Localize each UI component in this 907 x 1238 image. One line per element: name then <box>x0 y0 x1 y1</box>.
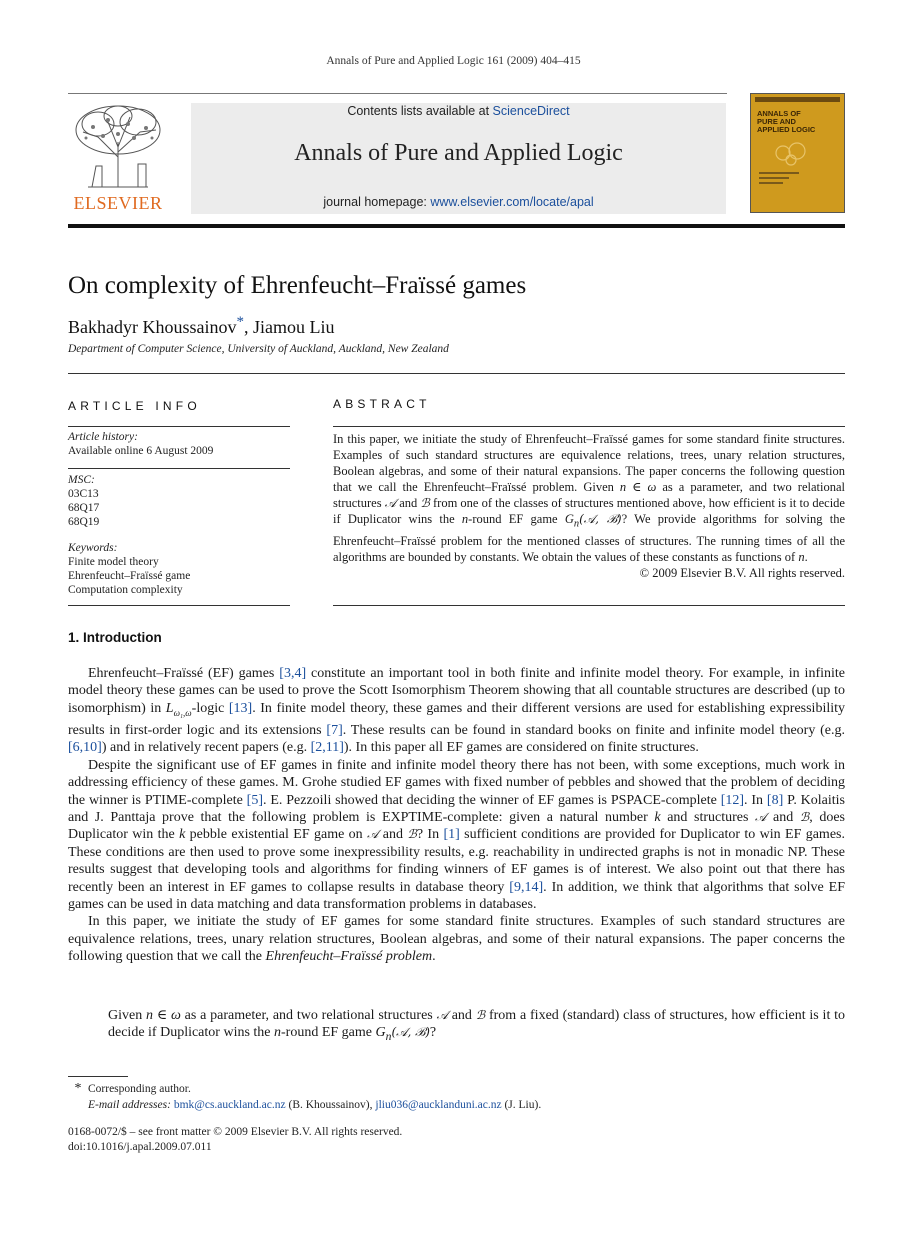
citation-link[interactable]: [1] <box>443 827 460 843</box>
citation-link[interactable]: [5] <box>246 792 263 808</box>
math-L: L <box>165 700 174 716</box>
footnote-mark: * <box>74 1081 82 1096</box>
math-k: k <box>654 810 661 826</box>
keywords-label: Keywords: <box>68 542 118 554</box>
author-name: Jiamou Liu <box>252 317 335 337</box>
math-A: 𝒜 <box>755 810 767 825</box>
cover-top-band <box>755 97 840 102</box>
math-B: ℬ <box>799 810 810 825</box>
math-L-subscript: ω₁,ω <box>173 707 192 718</box>
article-history <box>68 430 213 458</box>
math-B: ℬ <box>420 496 430 510</box>
affiliation: Department of Computer Science, University of Auckland, Auckland, New Zealand <box>68 343 449 355</box>
elsevier-logo[interactable] <box>68 102 168 214</box>
math-n-in-omega: n ∈ ω <box>146 1008 181 1023</box>
journal-header-box <box>191 103 726 214</box>
journal-homepage-link[interactable]: www.elsevier.com/locate/apal <box>430 195 594 209</box>
math-G: G <box>564 512 574 526</box>
paragraph: In this paper, we initiate the study of EF games for some standard finite structures. Examples of such standard structures are equivalence relations, trees, unary relation structures, Boolean algebras, and some of their natural expansions. The paper concerns the following question that we call the Ehrenfeucht–Fraïssé problem. <box>68 914 845 965</box>
email-link[interactable]: bmk@cs.auckland.ac.nz <box>173 1099 286 1111</box>
footnote-corresponding: * Corresponding author. <box>68 1081 191 1097</box>
header-rule <box>68 93 727 94</box>
abstract-heading: ABSTRACT <box>333 397 431 411</box>
math-B: ℬ <box>407 827 417 842</box>
math-n: n <box>274 1025 282 1041</box>
msc-block <box>68 473 99 529</box>
info-rule <box>68 468 290 469</box>
keywords-block <box>68 541 190 597</box>
header-thick-rule <box>68 224 845 228</box>
math-k: k <box>179 827 186 843</box>
msc-code: 68Q17 <box>68 502 100 514</box>
citation-link[interactable]: [7] <box>326 723 343 739</box>
citation-link[interactable]: [12] <box>720 792 745 808</box>
math-n: n <box>798 549 805 564</box>
keyword: Computation complexity <box>68 584 183 596</box>
corresponding-author-mark[interactable]: * <box>236 314 244 330</box>
cover-ornament-icon <box>771 138 811 168</box>
math-A: 𝒜 <box>367 827 379 842</box>
cover-title-line: APPLIED LOGIC <box>757 125 816 134</box>
problem-statement: Given n ∈ ω as a parameter, and two relational structures 𝒜 and ℬ from a fixed (standard) class of structures, how efficient is it to decide if Duplicator wins the n-round EF game $G_n(𝒜$, ℬ)? <box>108 1008 846 1044</box>
keyword: Ehrenfeucht–Fraïssé game <box>68 570 191 582</box>
title-rule <box>68 373 845 374</box>
author-name: Bakhadyr Khoussainov <box>68 317 237 337</box>
math-game-args: (𝒜, ℬ) <box>579 512 622 526</box>
author-separator: , <box>243 317 253 337</box>
math-B: ℬ <box>475 1008 486 1022</box>
msc-code: 03C13 <box>68 488 99 500</box>
footnote-rule <box>68 1076 128 1077</box>
abstract-copyright: © 2009 Elsevier B.V. All rights reserved. <box>639 565 845 580</box>
contents-line <box>191 104 726 118</box>
article-title: On complexity of Ehrenfeucht–Fraïssé games <box>68 272 527 299</box>
citation-link[interactable]: [8] <box>766 792 784 808</box>
paragraph: Ehrenfeucht–Fraïssé (EF) games [3,4] constitute an important tool in both finite and infinite model theory. For example, in infinite model theory these games can be used to prove the Scott Isomorphism Theorem showing that all countable structures are described (up to isomorphism) in $L_{\omega_1,\omega}$-logic [13]. In finite model theory, these games and their different versions are used for establishing expressibility results in first-order logic and its extensions [7]. These results can be found in standard books on finite and infinite model theory (e.g. [6,10]) and in relatively recent papers (e.g. [2,11]). In this paper all EF games are considered on finite structures. <box>68 666 846 756</box>
issn-line: 0168-0072/$ – see front matter © 2009 Elsevier B.V. All rights reserved. <box>68 1126 403 1138</box>
intro-body <box>68 665 845 966</box>
author-list <box>68 314 334 338</box>
keyword: Finite model theory <box>68 556 159 568</box>
footnote-emails: E-mail addresses: bmk@cs.auckland.ac.nz (B. Khoussainov), jliu036@aucklanduni.ac.nz (J. Liu). <box>88 1099 542 1111</box>
elsevier-tree-icon <box>68 102 168 192</box>
math-n: n <box>461 512 469 526</box>
homepage-prefix: journal homepage: <box>323 195 431 209</box>
info-rule <box>68 426 290 427</box>
journal-cover-thumbnail[interactable] <box>750 93 845 213</box>
msc-code: 68Q19 <box>68 516 100 528</box>
cover-title-line: PURE AND <box>757 117 796 126</box>
homepage-line <box>191 195 726 209</box>
cover-title-line: ANNALS OF <box>757 109 801 118</box>
math-n: n <box>385 1030 392 1044</box>
journal-citation: Annals of Pure and Applied Logic 161 (2009) 404–415 <box>326 55 581 67</box>
citation-link[interactable]: [3,4] <box>279 666 307 681</box>
citation-link[interactable]: [9,14] <box>509 879 544 895</box>
info-rule <box>68 605 290 606</box>
paragraph: Despite the significant use of EF games in finite and infinite model theory there has not been, with some exceptions, much work in addressing efficiency of these games. M. Grohe studied EF games with fixed number of pebbles and showed that the problem of deciding the winner is PTIME-complete [5]. E. Pezzoili showed that deciding the winner of EF games is PSPACE-complete [12]. In [8] P. Kolaitis and J. Panttaja prove that the following problem is EXPTIME-complete: given a natural number k and structures 𝒜 and ℬ, does Duplicator win the k pebble existential EF game on 𝒜 and ℬ? In [1] sufficient conditions are provided for Duplicator to win EF games. These conditions are then used to prove some inexpressibility results, e.g. reachability in undirected graphs is not in monadic NP. These results suggest that developing tools and algorithms for finding winners of EF games is of interest. We also point out that there has recently been an interest in EF games to collapse results in database theory [9,14]. In addition, we think that algorithms that solve EF games can be used in data matching and data transformation problems in databases. <box>68 757 845 913</box>
elsevier-wordmark: ELSEVIER <box>73 193 163 213</box>
article-info-heading: ARTICLE INFO <box>68 399 201 413</box>
citation-link[interactable]: [2,11] <box>310 740 344 756</box>
citation-link[interactable]: [13] <box>228 700 253 716</box>
section-heading-introduction: 1. Introduction <box>68 630 162 645</box>
emphasis: Ehrenfeucht–Fraïssé problem <box>265 949 433 965</box>
abstract-rule <box>333 605 845 606</box>
abstract-body: In this paper, we initiate the study of Ehrenfeucht–Fraïssé games for some standard finite structures. Examples of such standard structures are equivalence relations, trees, unary relation structures, Boolean algebras, and some of their natural expansions. The paper concerns the following question that we call the Ehrenfeucht–Fraïssé problem. Given n ∈ ω as a parameter, and two relational structures 𝒜 and ℬ from one of the classes of structures mentioned above, how efficient is it to decide if Duplicator wins the n-round EF game $G_n(𝒜$, ℬ)? We provide algorithms for solving the Ehrenfeucht–Fraïssé problem for the mentioned classes of structures. The running times of all the algorithms are bounded by constants. We obtain the values of these constants as functions of n. © 2009 Elsevier B.V. All rights reserved. <box>333 432 846 580</box>
doi-link[interactable]: doi:10.1016/j.apal.2009.07.011 <box>68 1141 212 1153</box>
math-A: 𝒜 <box>436 1008 448 1022</box>
math-n: n <box>573 518 580 530</box>
contents-prefix: Contents lists available at <box>347 104 493 118</box>
math-n-in-omega: n ∈ ω <box>619 480 657 494</box>
math-A: 𝒜 <box>384 496 397 510</box>
journal-title: Annals of Pure and Applied Logic <box>294 140 623 166</box>
citation-link[interactable]: [6,10] <box>68 740 102 756</box>
cover-text-lines <box>759 172 799 187</box>
msc-label: MSC: <box>68 474 95 486</box>
history-label: Article history: <box>68 431 138 443</box>
email-link[interactable]: jliu036@aucklanduni.ac.nz <box>375 1099 502 1111</box>
math-game-args: (𝒜, ℬ) <box>391 1025 430 1040</box>
sciencedirect-link[interactable]: ScienceDirect <box>492 104 570 118</box>
math-G: G <box>375 1025 386 1041</box>
cover-title <box>757 110 815 134</box>
abstract-rule <box>333 426 845 427</box>
history-value: Available online 6 August 2009 <box>68 445 214 457</box>
